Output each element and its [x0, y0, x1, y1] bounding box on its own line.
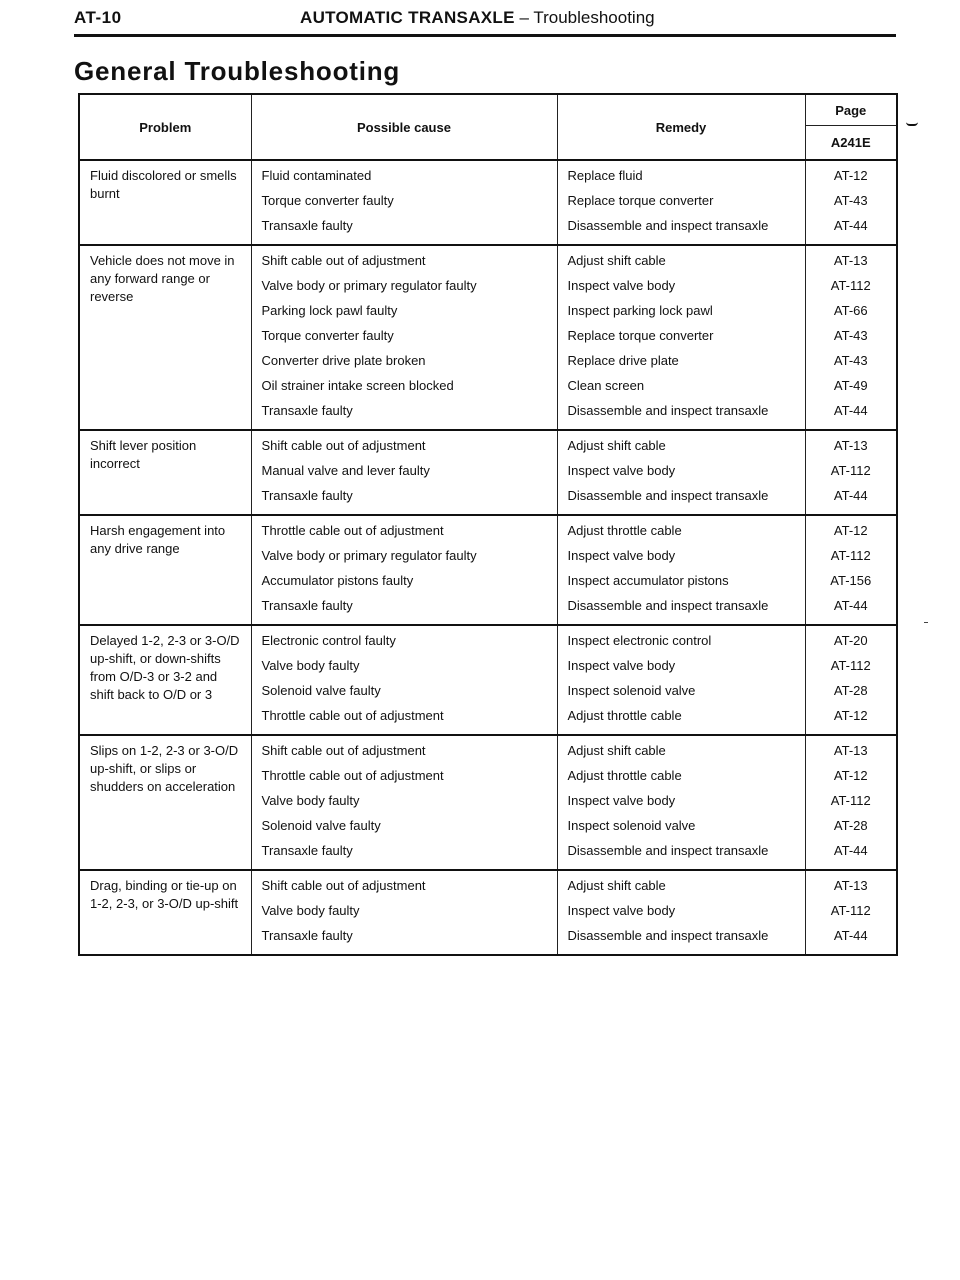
problem-cell: Vehicle does not move in any forward range or reverse	[79, 245, 251, 430]
page-ref-cell	[805, 430, 897, 515]
table-row	[79, 625, 897, 735]
cause-item: Torque converter faulty	[261, 193, 394, 208]
remedy-item: Disassemble and inspect transaxle	[567, 403, 769, 418]
cause-cell	[251, 870, 557, 955]
cause-item: Accumulator pistons faulty	[261, 573, 414, 588]
remedy-item: Disassemble and inspect transaxle	[567, 598, 769, 613]
cause-item: Throttle cable out of adjustment	[261, 523, 444, 538]
cause-item: Valve body faulty	[261, 793, 360, 808]
cause-item: Shift cable out of adjustment	[261, 253, 426, 268]
problem-cell: Slips on 1-2, 2-3 or 3-O/D up-shift, or slips or shudders on acceleration	[79, 735, 251, 870]
remedy-item: Adjust throttle cable	[567, 708, 682, 723]
page-ref-item: AT-156	[830, 573, 872, 588]
troubleshooting-table	[78, 93, 898, 956]
cause-item: Parking lock pawl faulty	[261, 303, 398, 318]
page-ref-item: AT-44	[833, 598, 868, 613]
cause-item: Transaxle faulty	[261, 403, 353, 418]
table-row	[79, 870, 897, 955]
cause-cell	[251, 515, 557, 625]
cause-item: Transaxle faulty	[261, 218, 353, 233]
page-ref-cell	[805, 515, 897, 625]
cause-item: Valve body faulty	[261, 903, 360, 918]
remedy-item: Inspect valve body	[567, 793, 676, 808]
margin-mark	[906, 122, 918, 126]
subsection-title: Troubleshooting	[533, 8, 655, 27]
table-row	[79, 245, 897, 430]
cause-cell	[251, 735, 557, 870]
table-row	[79, 515, 897, 625]
page-ref-item: AT-12	[833, 523, 868, 538]
column-header-page-model: A241E	[805, 126, 897, 160]
page-ref-item: AT-13	[833, 253, 868, 268]
cause-item: Oil strainer intake screen blocked	[261, 378, 454, 393]
page-ref-item: AT-44	[833, 843, 868, 858]
cause-item: Transaxle faulty	[261, 843, 353, 858]
page-ref-item: AT-28	[833, 683, 868, 698]
page-ref-item: AT-44	[833, 218, 868, 233]
page-ref-item: AT-43	[833, 353, 868, 368]
remedy-item: Inspect electronic control	[567, 633, 712, 648]
remedy-item: Adjust shift cable	[567, 253, 666, 268]
page-ref-item: AT-112	[830, 463, 871, 478]
page-ref-item: AT-13	[833, 743, 868, 758]
remedy-cell	[557, 515, 805, 625]
remedy-item: Inspect solenoid valve	[567, 683, 696, 698]
cause-item: Throttle cable out of adjustment	[261, 768, 444, 783]
page-ref-item: AT-43	[833, 193, 868, 208]
page-ref-cell	[805, 625, 897, 735]
cause-cell	[251, 625, 557, 735]
page-ref-item: AT-49	[833, 378, 868, 393]
cause-item: Valve body faulty	[261, 658, 360, 673]
page-ref-item: AT-13	[833, 878, 868, 893]
table-row	[79, 735, 897, 870]
cause-item: Fluid contaminated	[261, 168, 372, 183]
remedy-item: Inspect accumulator pistons	[567, 573, 729, 588]
remedy-cell	[557, 625, 805, 735]
cause-cell	[251, 430, 557, 515]
cause-cell	[251, 245, 557, 430]
remedy-item: Adjust shift cable	[567, 878, 666, 893]
page-ref-item: AT-112	[830, 278, 871, 293]
page-ref-item: AT-12	[833, 708, 868, 723]
remedy-item: Clean screen	[567, 378, 645, 393]
remedy-cell	[557, 160, 805, 245]
remedy-item: Inspect valve body	[567, 548, 676, 563]
page-ref-item: AT-44	[833, 488, 868, 503]
page-ref-cell	[805, 870, 897, 955]
problem-cell: Drag, binding or tie-up on 1-2, 2-3, or 3-O/D up-shift	[79, 870, 251, 955]
remedy-item: Inspect solenoid valve	[567, 818, 696, 833]
page-ref-item: AT-112	[830, 548, 871, 563]
cause-item: Throttle cable out of adjustment	[261, 708, 444, 723]
remedy-item: Inspect parking lock pawl	[567, 303, 713, 318]
cause-item: Transaxle faulty	[261, 488, 353, 503]
problem-cell: Harsh engagement into any drive range	[79, 515, 251, 625]
remedy-item: Disassemble and inspect transaxle	[567, 928, 769, 943]
remedy-cell	[557, 735, 805, 870]
page-ref-item: AT-43	[833, 328, 868, 343]
page-ref-item: AT-12	[833, 768, 868, 783]
table-body	[79, 160, 897, 955]
problem-cell: Fluid discolored or smells burnt	[79, 160, 251, 245]
page-ref-cell	[805, 160, 897, 245]
remedy-item: Replace torque converter	[567, 193, 714, 208]
cause-item: Transaxle faulty	[261, 598, 353, 613]
remedy-item: Disassemble and inspect transaxle	[567, 843, 769, 858]
remedy-item: Disassemble and inspect transaxle	[567, 218, 769, 233]
remedy-item: Replace torque converter	[567, 328, 714, 343]
remedy-item: Adjust throttle cable	[567, 523, 682, 538]
page-ref-item: AT-12	[833, 168, 868, 183]
remedy-cell	[557, 430, 805, 515]
page-ref-item: AT-44	[833, 403, 868, 418]
page-ref-item: AT-20	[833, 633, 868, 648]
page-ref-item: AT-66	[833, 303, 868, 318]
remedy-item: Inspect valve body	[567, 658, 676, 673]
cause-item: Shift cable out of adjustment	[261, 743, 426, 758]
page-ref-cell	[805, 245, 897, 430]
cause-item: Shift cable out of adjustment	[261, 438, 426, 453]
remedy-cell	[557, 870, 805, 955]
title-separator: –	[514, 8, 534, 27]
cause-item: Shift cable out of adjustment	[261, 878, 426, 893]
remedy-item: Adjust throttle cable	[567, 768, 682, 783]
remedy-item: Inspect valve body	[567, 278, 676, 293]
problem-cell: Delayed 1-2, 2-3 or 3-O/D up-shift, or down-shifts from O/D-3 or 3-2 and shift back to O/D or 3	[79, 625, 251, 735]
cause-item: Converter drive plate broken	[261, 353, 426, 368]
page-ref-cell	[805, 735, 897, 870]
page-number: AT-10	[74, 8, 122, 27]
problem-cell: Shift lever position incorrect	[79, 430, 251, 515]
remedy-item: Inspect valve body	[567, 903, 676, 918]
page-ref-item: AT-112	[830, 793, 871, 808]
cause-item: Electronic control faulty	[261, 633, 396, 648]
page-ref-item: AT-112	[830, 658, 871, 673]
cause-item: Valve body or primary regulator faulty	[261, 548, 477, 563]
remedy-item: Inspect valve body	[567, 463, 676, 478]
running-title	[300, 8, 655, 28]
page-header	[74, 2, 896, 37]
column-header-cause: Possible cause	[251, 94, 557, 160]
table-row	[79, 160, 897, 245]
cause-item: Torque converter faulty	[261, 328, 394, 343]
page-ref-item: AT-28	[833, 818, 868, 833]
section-title: AUTOMATIC TRANSAXLE	[300, 8, 515, 27]
cause-item: Solenoid valve faulty	[261, 818, 381, 833]
cause-item: Transaxle faulty	[261, 928, 353, 943]
remedy-item: Replace fluid	[567, 168, 643, 183]
page-title: General Troubleshooting	[74, 56, 401, 86]
cause-item: Valve body or primary regulator faulty	[261, 278, 477, 293]
column-header-problem: Problem	[79, 94, 251, 160]
remedy-item: Adjust shift cable	[567, 743, 666, 758]
remedy-item: Adjust shift cable	[567, 438, 666, 453]
cause-item: Solenoid valve faulty	[261, 683, 381, 698]
page-ref-item: AT-44	[833, 928, 868, 943]
margin-dot	[924, 622, 928, 623]
remedy-cell	[557, 245, 805, 430]
remedy-item: Replace drive plate	[567, 353, 679, 368]
column-header-page: Page	[805, 94, 897, 126]
cause-cell	[251, 160, 557, 245]
page-ref-item: AT-13	[833, 438, 868, 453]
column-header-remedy: Remedy	[557, 94, 805, 160]
remedy-item: Disassemble and inspect transaxle	[567, 488, 769, 503]
page-ref-item: AT-112	[830, 903, 871, 918]
cause-item: Manual valve and lever faulty	[261, 463, 430, 478]
table-row	[79, 430, 897, 515]
